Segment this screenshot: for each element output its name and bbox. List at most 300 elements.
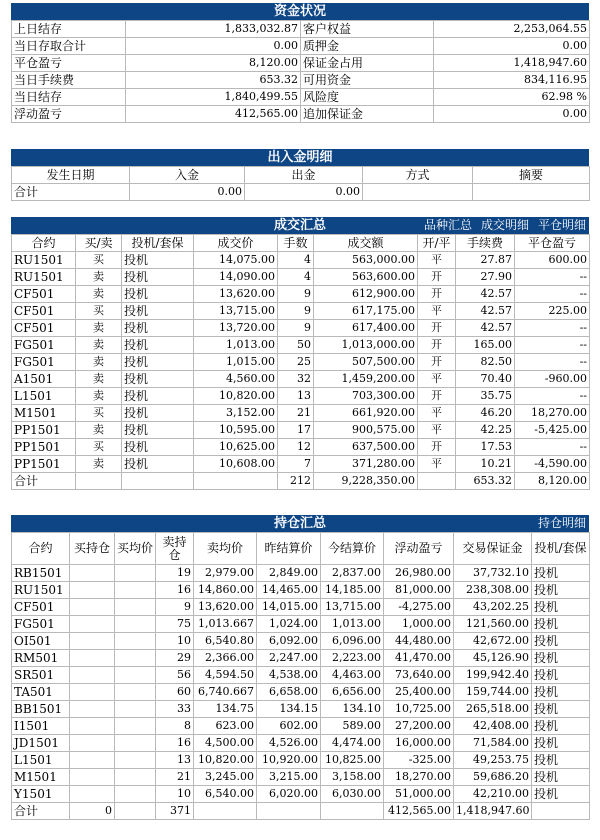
position-cell: 37,732.10 [454,565,532,582]
position-cell: 6,030.00 [321,786,384,803]
io-header-summary: 摘要 [473,167,590,184]
funds-title: 资金状况 [11,3,589,20]
io-header-method: 方式 [363,167,473,184]
trade-cell: CF501 [12,303,76,320]
position-cell: 投机 [532,599,590,616]
position-cell: 10,725.00 [384,701,454,718]
positions-header-cell: 买持仓 [70,533,115,565]
link-trade-detail[interactable]: 成交明细 [480,218,529,232]
table-row [12,752,590,769]
position-cell: I1501 [12,718,70,735]
position-cell: 42,408.00 [454,718,532,735]
trade-cell: 10,625.00 [194,439,278,456]
trade-cell: 13,620.00 [194,286,278,303]
table-row [12,633,590,650]
trade-cell: 投机 [122,320,194,337]
trade-cell: 卖 [76,422,122,439]
position-cell: 1,000.00 [384,616,454,633]
trade-cell: 买 [76,405,122,422]
trade-cell: 投机 [122,303,194,320]
position-cell [115,616,156,633]
position-cell: 6,540.00 [194,786,257,803]
io-header-out: 出金 [245,167,363,184]
trade-cell: -- [515,439,590,456]
trade-cell: -- [515,388,590,405]
position-cell: 8 [156,718,194,735]
position-cell [115,684,156,701]
position-cell: 2,247.00 [257,650,321,667]
position-cell: RU1501 [12,582,70,599]
position-cell: 14,015.00 [257,599,321,616]
funds-table [11,20,590,123]
position-cell: 4,463.00 [321,667,384,684]
trades-total-pnl: 8,120.00 [515,473,590,490]
position-cell: 投机 [532,769,590,786]
trade-cell: 4 [278,269,314,286]
funds-value: 834,116.95 [434,72,590,89]
funds-row [12,55,590,72]
trades-header-cell: 开/平 [418,235,456,252]
trade-cell: 投机 [122,405,194,422]
position-cell: 159,744.00 [454,684,532,701]
trade-cell: 27.90 [456,269,515,286]
trade-cell: 开 [418,269,456,286]
trade-cell: 371,280.00 [314,456,418,473]
funds-value: 1,418,947.60 [434,55,590,72]
table-row [12,456,590,473]
position-cell: 4,538.00 [257,667,321,684]
trade-cell: M1501 [12,405,76,422]
trade-cell: 投机 [122,422,194,439]
trade-cell: 平 [418,405,456,422]
link-position-detail[interactable]: 持仓明细 [537,516,586,530]
position-cell: 589.00 [321,718,384,735]
trade-cell: 买 [76,252,122,269]
position-cell: 134.75 [194,701,257,718]
position-cell: 81,000.00 [384,582,454,599]
io-total-method [363,184,473,201]
position-cell: 投机 [532,667,590,684]
position-cell: 43,202.25 [454,599,532,616]
table-row [12,269,590,286]
table-row [12,786,590,803]
link-close-detail[interactable]: 平仓明细 [537,218,586,232]
trade-cell: 46.20 [456,405,515,422]
positions-total-label: 合计 [12,803,70,820]
trade-cell: 平 [418,371,456,388]
io-title: 出入金明细 [11,149,589,166]
trade-cell: 27.87 [456,252,515,269]
table-row [12,599,590,616]
trade-cell: 637,500.00 [314,439,418,456]
funds-value: 412,565.00 [126,106,301,123]
position-cell [70,616,115,633]
trades-total-empty [76,473,122,490]
trade-cell: 703,300.00 [314,388,418,405]
positions-header-cell: 买均价 [115,533,156,565]
trades-header-cell: 手续费 [456,235,515,252]
trades-total-amount: 9,228,350.00 [314,473,418,490]
position-cell: 13,620.00 [194,599,257,616]
position-cell: 2,837.00 [321,565,384,582]
position-cell: 16 [156,735,194,752]
table-row [12,320,590,337]
trade-cell: 买 [76,303,122,320]
io-header-in: 入金 [130,167,245,184]
position-cell [70,633,115,650]
positions-total-empty [257,803,321,820]
trade-cell: -- [515,286,590,303]
trades-total-empty [194,473,278,490]
position-cell: 投机 [532,684,590,701]
io-total-summary [473,184,590,201]
trade-cell: -- [515,269,590,286]
position-cell: 6,656.00 [321,684,384,701]
trade-cell: 165.00 [456,337,515,354]
trade-cell: 50 [278,337,314,354]
positions-header [11,515,589,532]
position-cell: TA501 [12,684,70,701]
positions-total-row [12,803,590,820]
position-cell: 238,308.00 [454,582,532,599]
position-cell [115,769,156,786]
funds-section [11,3,589,123]
position-cell: 602.00 [257,718,321,735]
table-row [12,337,590,354]
funds-label: 当日存取合计 [12,38,126,55]
trade-cell: 82.50 [456,354,515,371]
position-cell: RM501 [12,650,70,667]
io-total-row [12,184,590,201]
table-row [12,650,590,667]
position-cell: 121,560.00 [454,616,532,633]
position-cell [70,752,115,769]
trade-cell: 卖 [76,337,122,354]
trade-cell: 开 [418,354,456,371]
trade-cell: CF501 [12,320,76,337]
position-cell: 6,740.667 [194,684,257,701]
funds-value: 2,253,064.55 [434,21,590,38]
position-cell: 29 [156,650,194,667]
table-row [12,286,590,303]
position-cell: RB1501 [12,565,70,582]
position-cell [70,735,115,752]
position-cell: 16,000.00 [384,735,454,752]
position-cell: 42,672.00 [454,633,532,650]
trades-links [415,217,586,234]
positions-links [529,515,586,532]
trade-cell: 507,500.00 [314,354,418,371]
position-cell: -4,275.00 [384,599,454,616]
trade-cell: 4,560.00 [194,371,278,388]
trade-cell: 42.57 [456,303,515,320]
trade-cell: PP1501 [12,439,76,456]
position-cell: 75 [156,616,194,633]
trade-cell: 9 [278,303,314,320]
io-total-label: 合计 [12,184,130,201]
funds-label: 风险度 [301,89,434,106]
position-cell [70,650,115,667]
positions-header-cell: 昨结算价 [257,533,321,565]
trade-cell: 25 [278,354,314,371]
position-cell: 3,158.00 [321,769,384,786]
positions-total-margin: 1,418,947.60 [454,803,532,820]
io-table [11,166,590,201]
trades-table [11,234,590,490]
trade-cell: RU1501 [12,269,76,286]
trades-total-qty: 212 [278,473,314,490]
positions-total-empty [194,803,257,820]
trade-cell: 投机 [122,286,194,303]
trade-cell: 563,000.00 [314,252,418,269]
funds-value: 1,840,499.55 [126,89,301,106]
trade-cell: 卖 [76,320,122,337]
trade-cell: PP1501 [12,456,76,473]
position-cell [70,582,115,599]
trade-cell: 4 [278,252,314,269]
funds-label: 质押金 [301,38,434,55]
table-row [12,667,590,684]
funds-label: 浮动盈亏 [12,106,126,123]
position-cell [115,667,156,684]
position-cell: 19 [156,565,194,582]
positions-section [11,515,589,820]
funds-label: 保证金占用 [301,55,434,72]
io-total-out: 0.00 [245,184,363,201]
trade-cell: 投机 [122,252,194,269]
position-cell: 投机 [532,616,590,633]
trade-cell: 开 [418,388,456,405]
link-variety-summary[interactable]: 品种汇总 [423,218,472,232]
position-cell: 投机 [532,786,590,803]
position-cell: 9 [156,599,194,616]
position-cell: 26,980.00 [384,565,454,582]
trade-cell: 卖 [76,371,122,388]
positions-title: 持仓汇总 [273,516,326,531]
trade-cell: -- [515,320,590,337]
table-row [12,565,590,582]
position-cell: 4,474.00 [321,735,384,752]
trade-cell: 9 [278,320,314,337]
position-cell: 27,200.00 [384,718,454,735]
position-cell: 1,024.00 [257,616,321,633]
position-cell: 134.15 [257,701,321,718]
trades-total-label: 合计 [12,473,76,490]
position-cell: 18,270.00 [384,769,454,786]
position-cell [115,752,156,769]
table-row [12,439,590,456]
position-cell: 25,400.00 [384,684,454,701]
position-cell: 6,020.00 [257,786,321,803]
position-cell: 3,215.00 [257,769,321,786]
trade-cell: 投机 [122,354,194,371]
position-cell: 73,640.00 [384,667,454,684]
trades-title: 成交汇总 [273,218,326,233]
position-cell: 16 [156,582,194,599]
positions-total-buy: 0 [70,803,115,820]
trade-cell: 21 [278,405,314,422]
position-cell: BB1501 [12,701,70,718]
positions-total-empty [115,803,156,820]
funds-value: 0.00 [126,38,301,55]
position-cell: 14,465.00 [257,582,321,599]
funds-label: 平仓盈亏 [12,55,126,72]
positions-header-cell: 卖持仓 [156,533,194,565]
trades-section [11,217,589,490]
trade-cell: 平 [418,456,456,473]
positions-header-cell: 投机/套保 [532,533,590,565]
trade-cell: 卖 [76,456,122,473]
trade-cell: 买 [76,439,122,456]
trade-cell: PP1501 [12,422,76,439]
position-cell: 71,584.00 [454,735,532,752]
position-cell: 3,245.00 [194,769,257,786]
trade-cell: 投机 [122,337,194,354]
trade-cell: 投机 [122,371,194,388]
trade-cell: 42.57 [456,320,515,337]
position-cell: 134.10 [321,701,384,718]
trade-cell: 1,013.00 [194,337,278,354]
trade-cell: 617,400.00 [314,320,418,337]
trade-cell: 70.40 [456,371,515,388]
position-cell: 投机 [532,735,590,752]
table-row [12,684,590,701]
trade-cell: 开 [418,320,456,337]
position-cell: 4,594.50 [194,667,257,684]
funds-row [12,106,590,123]
trade-cell: 1,015.00 [194,354,278,371]
position-cell: 6,658.00 [257,684,321,701]
table-row [12,616,590,633]
trade-cell: 14,090.00 [194,269,278,286]
position-cell: 265,518.00 [454,701,532,718]
position-cell [70,565,115,582]
trades-total-row [12,473,590,490]
trades-header [11,217,589,234]
position-cell: 1,013.00 [321,616,384,633]
position-cell: 投机 [532,752,590,769]
trade-cell: -5,425.00 [515,422,590,439]
trade-cell: 17.53 [456,439,515,456]
position-cell: 2,223.00 [321,650,384,667]
trade-cell: 225.00 [515,303,590,320]
position-cell: 44,480.00 [384,633,454,650]
trade-cell: 开 [418,286,456,303]
position-cell [70,701,115,718]
trade-cell: 10.21 [456,456,515,473]
position-cell [70,667,115,684]
trades-total-fee: 653.32 [456,473,515,490]
trade-cell: 612,900.00 [314,286,418,303]
trade-cell: L1501 [12,388,76,405]
position-cell: 投机 [532,565,590,582]
trade-cell: 投机 [122,388,194,405]
table-row [12,701,590,718]
trade-cell: 600.00 [515,252,590,269]
position-cell: 10,825.00 [321,752,384,769]
position-cell: 4,526.00 [257,735,321,752]
trade-cell: CF501 [12,286,76,303]
positions-total-sell: 371 [156,803,194,820]
trade-cell: 14,075.00 [194,252,278,269]
position-cell: 45,126.90 [454,650,532,667]
position-cell: 10 [156,786,194,803]
trade-cell: -- [515,354,590,371]
position-cell [115,565,156,582]
position-cell: 投机 [532,650,590,667]
trades-header-cell: 平仓盈亏 [515,235,590,252]
position-cell: CF501 [12,599,70,616]
position-cell: 14,860.00 [194,582,257,599]
trade-cell: 平 [418,422,456,439]
funds-value: 8,120.00 [126,55,301,72]
position-cell: 56 [156,667,194,684]
position-cell: 2,366.00 [194,650,257,667]
position-cell: 6,540.80 [194,633,257,650]
position-cell: 14,185.00 [321,582,384,599]
io-header-row [12,167,590,184]
trade-cell: 42.25 [456,422,515,439]
trade-cell: 开 [418,439,456,456]
position-cell [115,701,156,718]
trades-header-cell: 投机/套保 [122,235,194,252]
position-cell: 60 [156,684,194,701]
io-section [11,149,589,201]
trade-cell: 投机 [122,456,194,473]
positions-header-cell: 今结算价 [321,533,384,565]
trade-cell: FG501 [12,337,76,354]
position-cell [115,599,156,616]
trade-cell: RU1501 [12,252,76,269]
trades-header-cell: 买/卖 [76,235,122,252]
trade-cell: FG501 [12,354,76,371]
position-cell: 42,210.00 [454,786,532,803]
position-cell: 10,920.00 [257,752,321,769]
position-cell: -325.00 [384,752,454,769]
position-cell [115,718,156,735]
position-cell: 10 [156,633,194,650]
funds-label: 追加保证金 [301,106,434,123]
trade-cell: 平 [418,303,456,320]
positions-table [11,532,590,820]
position-cell: 623.00 [194,718,257,735]
trades-header-row [12,235,590,252]
position-cell [115,633,156,650]
position-cell: JD1501 [12,735,70,752]
trades-header-cell: 成交额 [314,235,418,252]
position-cell: 2,849.00 [257,565,321,582]
funds-row [12,72,590,89]
trades-header-cell: 手数 [278,235,314,252]
trade-cell: -4,590.00 [515,456,590,473]
trade-cell: 卖 [76,269,122,286]
position-cell: OI501 [12,633,70,650]
position-cell [115,582,156,599]
position-cell: 10,820.00 [194,752,257,769]
position-cell: Y1501 [12,786,70,803]
trade-cell: 卖 [76,354,122,371]
funds-value: 653.32 [126,72,301,89]
funds-label: 客户权益 [301,21,434,38]
trade-cell: 投机 [122,269,194,286]
trade-cell: 3,152.00 [194,405,278,422]
trade-cell: 卖 [76,388,122,405]
position-cell: 33 [156,701,194,718]
table-row [12,718,590,735]
trade-cell: 投机 [122,439,194,456]
position-cell: 199,942.40 [454,667,532,684]
table-row [12,405,590,422]
